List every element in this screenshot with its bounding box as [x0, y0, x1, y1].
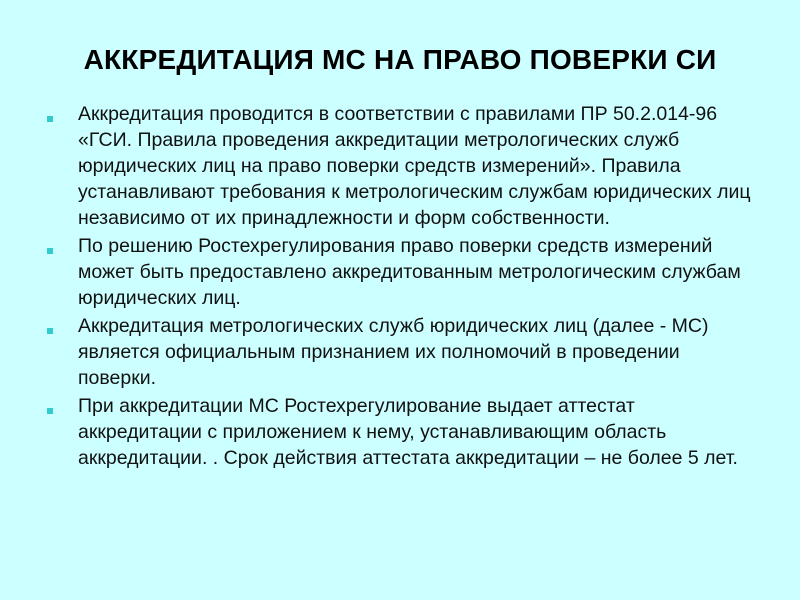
square-bullet-icon [47, 328, 53, 334]
list-item [47, 313, 752, 391]
bullet-text: При аккредитации МС Ростехрегулирование выдает аттестат аккредитации с приложением к нему, устанавливающим область аккредитации. . Срок действия аттестата аккредитации – не более 5 лет. [78, 395, 738, 469]
list-item [47, 393, 752, 471]
square-bullet-icon [47, 408, 53, 414]
bullet-list [47, 101, 752, 473]
bullet-text: Аккредитация проводится в соответствии с правилами ПР 50.2.014-96 «ГСИ. Правила проведения аккредитации метрологических служб юридических лиц на право поверки средств измерений». Правила устанавливают требования к метрологическим службам юридических лиц независимо от их принадлежности и форм собственности. [78, 103, 751, 229]
square-bullet-icon [47, 248, 53, 254]
square-bullet-icon [47, 116, 53, 122]
list-item [47, 233, 752, 311]
slide-title: АККРЕДИТАЦИЯ МС НА ПРАВО ПОВЕРКИ СИ [83, 44, 717, 75]
bullet-text: Аккредитация метрологических служб юридических лиц (далее - МС) является официальным признанием их полномочий в проведении поверки. [78, 315, 709, 389]
list-item [47, 101, 752, 231]
bullet-text: По решению Ростехрегулирования право поверки средств измерений может быть предоставлено аккредитованным метрологическим службам юридических лиц. [78, 235, 741, 309]
